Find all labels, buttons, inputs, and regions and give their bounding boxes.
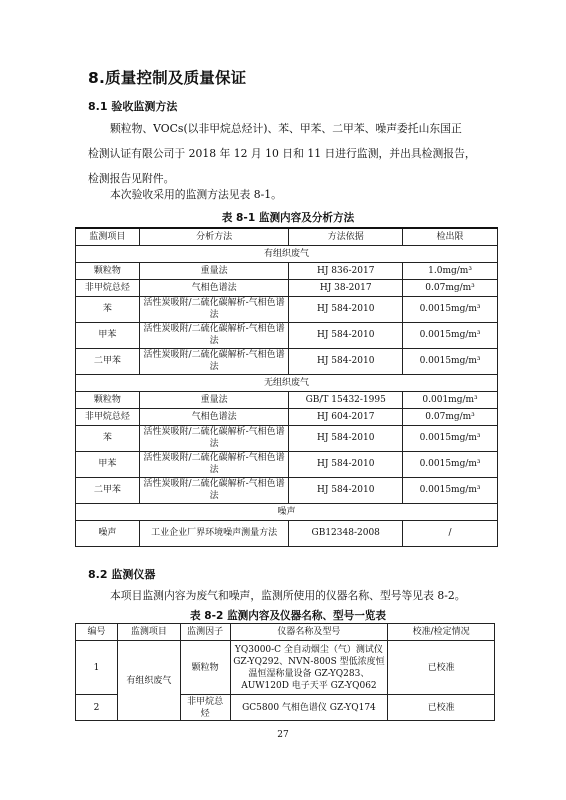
table-cell: HJ 584-2010 (289, 451, 403, 477)
table-cell: 甲苯 (76, 451, 140, 477)
table-row (76, 322, 498, 348)
table-8-2-caption: 表 8-2 监测内容及仪器名称、型号一览表 (189, 610, 386, 622)
section-8-1-title: 8.1 验收监测方法 (88, 100, 178, 113)
table-header-cell: 监测项目 (117, 624, 180, 641)
table-cell: 非甲烷总烃 (76, 408, 140, 425)
section-8-2-paragraph (88, 583, 488, 608)
table-cell: 活性炭吸附/二硫化碳解析-气相色谱法 (139, 477, 289, 503)
table-section-title: 无组织废气 (76, 374, 498, 391)
table-header-cell: 监测项目 (76, 228, 140, 245)
table-cell: 气相色谱法 (139, 408, 289, 425)
table-cell: 已校准 (388, 695, 495, 721)
table-cell: 0.07mg/m³ (403, 279, 498, 296)
table-row (76, 520, 498, 546)
para-line: 检测报告见附件。 (88, 172, 175, 185)
table-cell: 颗粒物 (76, 391, 140, 408)
table-header-cell: 方法依据 (289, 228, 403, 245)
table-cell: 1 (76, 641, 118, 695)
para-line: 检测认证有限公司于 2018 年 12 月 10 日和 11 日进行监测，并出具检测报告， (88, 147, 476, 160)
table-cell: 甲苯 (76, 322, 140, 348)
table-row (76, 425, 498, 451)
table-cell: 活性炭吸附/二硫化碳解析-气相色谱法 (139, 425, 289, 451)
table-cell: HJ 584-2010 (289, 322, 403, 348)
table-header-cell: 监测因子 (180, 624, 230, 641)
table-cell: 非甲烷总烃 (180, 695, 230, 721)
table-cell: YQ3000-C 全自动烟尘（气）测试仪 GZ-YQ292、NVN-800S 型低浓度恒温恒湿称量设备 GZ-YQ283、AUW120D 电子天平 GZ-YQ062 (230, 641, 388, 695)
para-line: 本次验收采用的监测方法见表 8-1。 (110, 188, 282, 201)
table-cell: 二甲苯 (76, 348, 140, 374)
table-cell: 活性炭吸附/二硫化碳解析-气相色谱法 (139, 348, 289, 374)
table-header-cell: 校准/检定情况 (388, 624, 495, 641)
table-cell: HJ 584-2010 (289, 477, 403, 503)
table-header-cell: 编号 (76, 624, 118, 641)
section-8-2-title: 8.2 监测仪器 (88, 568, 156, 581)
table-cell: GC5800 气相色谱仪 GZ-YQ174 (230, 695, 388, 721)
table-row (76, 477, 498, 503)
table-cell: 已校准 (388, 641, 495, 695)
table-section-row (76, 503, 498, 520)
table-cell: 气相色谱法 (139, 279, 289, 296)
table-section-title: 噪声 (76, 503, 498, 520)
table-cell: 重量法 (139, 391, 289, 408)
table-cell: GB/T 15432-1995 (289, 391, 403, 408)
table-cell: 2 (76, 695, 118, 721)
table-8-2 (75, 623, 495, 721)
table-cell: 重量法 (139, 262, 289, 279)
table-header-cell: 检出限 (403, 228, 498, 245)
table-cell: 二甲苯 (76, 477, 140, 503)
table-cell: HJ 604-2017 (289, 408, 403, 425)
table-row (76, 262, 498, 279)
table-cell: 有组织废气 (117, 641, 180, 721)
table-8-1-caption: 表 8-1 监测内容及分析方法 (221, 212, 355, 224)
table-cell: 活性炭吸附/二硫化碳解析-气相色谱法 (139, 296, 289, 322)
table-cell: 0.0015mg/m³ (403, 322, 498, 348)
table-header-cell: 仪器名称及型号 (230, 624, 388, 641)
table-cell: 苯 (76, 425, 140, 451)
table-cell: HJ 584-2010 (289, 425, 403, 451)
table-cell: 0.0015mg/m³ (403, 296, 498, 322)
table-row (76, 391, 498, 408)
table-cell: 非甲烷总烃 (76, 279, 140, 296)
table-cell: HJ 584-2010 (289, 348, 403, 374)
table-row (76, 296, 498, 322)
table-cell: 0.0015mg/m³ (403, 451, 498, 477)
section-8-1-paragraph-2 (88, 182, 488, 207)
table-cell: 0.0015mg/m³ (403, 425, 498, 451)
table-cell: 活性炭吸附/二硫化碳解析-气相色谱法 (139, 322, 289, 348)
table-cell: HJ 584-2010 (289, 296, 403, 322)
table-cell: HJ 836-2017 (289, 262, 403, 279)
table-cell: 颗粒物 (180, 641, 230, 695)
chapter-heading: 8.质量控制及质量保证 (88, 69, 247, 87)
table-cell: 工业企业厂界环境噪声测量方法 (139, 520, 289, 546)
para-line: 本项目监测内容为废气和噪声，监测所使用的仪器名称、型号等见表 8-2。 (110, 589, 466, 602)
table-cell: 1.0mg/m³ (403, 262, 498, 279)
table-row (76, 348, 498, 374)
table-header-cell: 分析方法 (139, 228, 289, 245)
section-8-1-paragraph (88, 116, 488, 191)
table-section-row (76, 245, 498, 262)
table-cell: / (403, 520, 498, 546)
table-cell: 0.07mg/m³ (403, 408, 498, 425)
table-cell: 活性炭吸附/二硫化碳解析-气相色谱法 (139, 451, 289, 477)
table-cell: HJ 38-2017 (289, 279, 403, 296)
table-cell: 0.0015mg/m³ (403, 348, 498, 374)
table-row (76, 279, 498, 296)
table-cell: GB12348-2008 (289, 520, 403, 546)
table-section-row (76, 374, 498, 391)
table-row (76, 408, 498, 425)
table-cell: 噪声 (76, 520, 140, 546)
table-row (76, 451, 498, 477)
table-section-title: 有组织废气 (76, 245, 498, 262)
para-line: 颗粒物、VOCs(以非甲烷总烃计)、苯、甲苯、二甲苯、噪声委托山东国正 (110, 122, 462, 135)
table-cell: 颗粒物 (76, 262, 140, 279)
table-8-1 (75, 227, 498, 547)
page-number: 27 (277, 730, 289, 740)
table-cell: 苯 (76, 296, 140, 322)
table-cell: 0.001mg/m³ (403, 391, 498, 408)
table-cell: 0.0015mg/m³ (403, 477, 498, 503)
